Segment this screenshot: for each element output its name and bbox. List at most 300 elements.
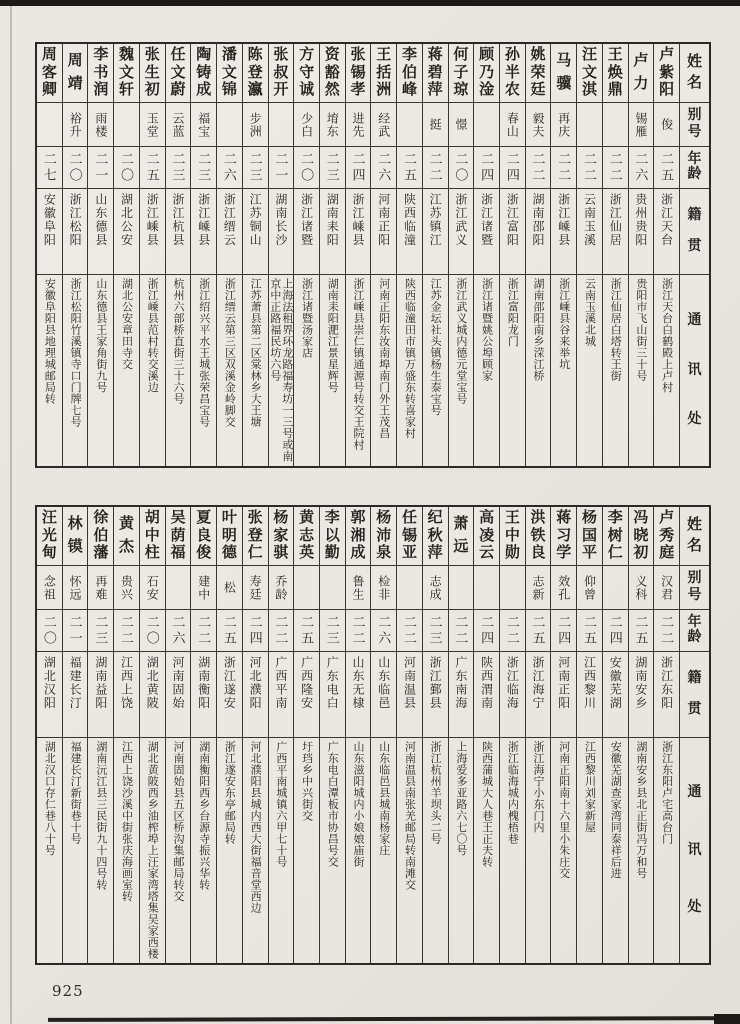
name-cell <box>449 44 474 102</box>
address-cell <box>269 737 294 963</box>
address-cell <box>449 274 474 466</box>
person-column <box>62 507 88 963</box>
name-cell <box>551 507 576 565</box>
origin-cell <box>603 188 628 274</box>
origin-text: 浙江诸暨 <box>299 193 314 247</box>
address-text: 江苏金坛社头镇杨生泰宝号 <box>429 278 442 416</box>
glyph: 荣 <box>530 64 546 81</box>
person-column <box>87 44 113 466</box>
glyph: 姚 <box>530 47 546 64</box>
glyph: 秋 <box>427 527 443 544</box>
glyph: 淦 <box>479 81 495 98</box>
glyph: 顾 <box>479 47 495 64</box>
address-cell <box>294 274 319 466</box>
glyph: 晓 <box>633 527 649 544</box>
address-text: 浙江天台白鹤殿上卢村 <box>660 278 673 393</box>
glyph: 英 <box>299 544 315 561</box>
age-cell <box>551 609 576 651</box>
age-text: 二〇 <box>41 614 57 647</box>
address-cell <box>37 737 62 963</box>
age-text: 二五 <box>221 614 237 647</box>
age-text: 二二 <box>273 614 289 647</box>
alias-text: 玉堂 <box>145 111 160 138</box>
alias-cell <box>294 565 319 609</box>
glyph: 骥 <box>556 76 572 92</box>
glyph: 括 <box>376 64 392 81</box>
name-cell <box>500 507 525 565</box>
alias-cell <box>654 565 679 609</box>
address-text: 陕西临潼田市镇万盛东转喜家村 <box>403 278 416 439</box>
address-text: 安徽芜湖查家湾同泰祥后进 <box>609 741 622 879</box>
person-column <box>165 507 191 963</box>
alias-cell <box>320 565 345 609</box>
origin-cell <box>577 188 602 274</box>
alias-text: 俊 <box>659 118 674 131</box>
glyph: 萍 <box>427 544 443 561</box>
glyph: 蔚 <box>170 81 186 98</box>
name-cell <box>371 44 396 102</box>
age-cell <box>217 609 242 651</box>
address-cell <box>474 274 499 466</box>
name-cell <box>577 44 602 102</box>
glyph: 仁 <box>607 544 623 561</box>
alias-cell <box>423 102 448 146</box>
origin-text: 湖北公安 <box>119 193 134 247</box>
age-text: 二二 <box>119 614 135 647</box>
alias-cell <box>449 565 474 609</box>
glyph: 鼎 <box>607 81 623 98</box>
glyph: 云 <box>479 544 495 561</box>
name-cell <box>217 44 242 102</box>
name-cell <box>140 507 165 565</box>
age-text: 二二 <box>427 151 443 184</box>
origin-text: 陕西临潼 <box>402 193 417 247</box>
alias-text: 石安 <box>145 574 160 601</box>
glyph: 树 <box>607 527 623 544</box>
origin-text: 安徽芜湖 <box>608 656 623 710</box>
age-cell <box>191 609 216 651</box>
age-cell <box>577 609 602 651</box>
address-cell <box>217 737 242 963</box>
address-cell <box>217 274 242 466</box>
person-column <box>87 507 113 963</box>
age-text: 二三 <box>247 151 263 184</box>
glyph: 沛 <box>376 527 392 544</box>
origin-cell <box>140 651 165 737</box>
glyph: 杰 <box>119 539 135 555</box>
address-text: 浙江绍兴平水王城张荣昌宝号 <box>197 278 210 428</box>
glyph: 文 <box>221 64 237 81</box>
glyph: 王 <box>607 47 623 64</box>
address-text: 河南固始县五区桥沟集邮局转交 <box>171 741 184 902</box>
glyph: 卢 <box>659 510 675 527</box>
origin-text: 云南玉溪 <box>582 193 597 247</box>
glyph: 陶 <box>196 47 212 64</box>
glyph: 籍 <box>687 671 702 687</box>
address-text: 浙江富阳龙门 <box>506 278 519 347</box>
address-text: 安徽阜阳县地理城邮局转 <box>43 278 56 405</box>
address-cell <box>114 274 139 466</box>
glyph: 洪 <box>530 510 546 527</box>
address-text: 江苏萧县第二区棠林乡大王塘 <box>249 278 262 428</box>
glyph: 良 <box>530 544 546 561</box>
scan-bottom-edge <box>48 1016 740 1022</box>
glyph: 生 <box>144 64 160 81</box>
age-cell <box>526 146 551 188</box>
alias-cell <box>294 102 319 146</box>
age-text: 二二 <box>556 151 572 184</box>
origin-cell <box>629 651 654 737</box>
age-cell <box>346 146 371 188</box>
age-text: 二五 <box>633 614 649 647</box>
origin-cell <box>269 188 294 274</box>
age-text: 二一 <box>67 614 83 647</box>
origin-text: 浙江杭县 <box>170 193 185 247</box>
alias-cell <box>63 565 88 609</box>
name-cell <box>191 507 216 565</box>
glyph: 张 <box>350 47 366 64</box>
age-text: 二五 <box>299 614 315 647</box>
alias-cell <box>397 565 422 609</box>
person-column <box>62 44 88 466</box>
directory-table-top <box>35 42 711 468</box>
address-cell <box>629 274 654 466</box>
address-text: 浙江东阳卢宅高台门 <box>660 741 673 845</box>
origin-cell <box>474 188 499 274</box>
age-cell <box>269 609 294 651</box>
age-text: 二二 <box>350 614 366 647</box>
age-cell <box>474 146 499 188</box>
age-cell <box>654 146 679 188</box>
alias-cell <box>346 565 371 609</box>
age-text: 二四 <box>556 614 572 647</box>
glyph: 荫 <box>170 527 186 544</box>
person-column <box>345 507 371 963</box>
person-column <box>550 44 576 466</box>
header-alias-label <box>680 565 709 609</box>
origin-text: 陕西渭南 <box>479 656 494 710</box>
person-column <box>113 507 139 963</box>
glyph: 然 <box>324 81 340 98</box>
header-column <box>679 44 709 466</box>
alias-cell <box>474 102 499 146</box>
alias-cell <box>166 565 191 609</box>
name-cell <box>269 44 294 102</box>
glyph: 淇 <box>581 81 597 98</box>
address-text: 浙江武义城内德元堂宝号 <box>454 278 467 405</box>
alias-text: 建中 <box>196 574 211 601</box>
person-column <box>242 507 268 963</box>
alias-text: 贵兴 <box>119 574 134 601</box>
age-cell <box>449 146 474 188</box>
name-cell <box>423 507 448 565</box>
glyph: 平 <box>581 544 597 561</box>
age-text: 二六 <box>170 614 186 647</box>
age-text: 二五 <box>530 614 546 647</box>
address-text: 浙江杭州羊坝头二号 <box>429 741 442 845</box>
scan-corner-mark <box>714 1014 740 1024</box>
glyph: 夏 <box>196 510 212 527</box>
age-text: 二〇 <box>453 151 469 184</box>
origin-text: 浙江嵊县 <box>196 193 211 247</box>
age-text: 二六 <box>376 151 392 184</box>
glyph: 琼 <box>453 81 469 98</box>
address-text: 河北濮阳县城内西大街福音堂西边 <box>249 741 262 914</box>
alias-cell <box>371 102 396 146</box>
name-cell <box>243 44 268 102</box>
age-cell <box>371 609 396 651</box>
person-column <box>37 507 62 963</box>
origin-cell <box>63 651 88 737</box>
glyph: 龄 <box>687 167 702 183</box>
alias-cell <box>346 102 371 146</box>
age-text: 二二 <box>607 151 623 184</box>
address-cell <box>371 737 396 963</box>
name-cell <box>294 44 319 102</box>
header-name-label <box>680 44 709 102</box>
alias-cell <box>371 565 396 609</box>
glyph: 杨 <box>581 510 597 527</box>
alias-cell <box>114 102 139 146</box>
person-column <box>216 507 242 963</box>
person-column <box>319 44 345 466</box>
person-column <box>602 507 628 963</box>
glyph: 润 <box>93 81 109 98</box>
glyph: 资 <box>324 47 340 64</box>
name-cell <box>526 507 551 565</box>
glyph: 亚 <box>401 544 417 561</box>
age-text: 二三 <box>324 151 340 184</box>
glyph: 高 <box>479 510 495 527</box>
glyph: 通 <box>687 784 702 800</box>
name-cell <box>166 507 191 565</box>
address-text: 上海爱多亚路六七〇号 <box>454 741 467 856</box>
glyph: 姓 <box>686 516 702 533</box>
address-cell <box>526 274 551 466</box>
name-cell <box>63 507 88 565</box>
glyph: 讯 <box>687 362 702 378</box>
glyph: 蒋 <box>427 47 443 64</box>
age-cell <box>397 146 422 188</box>
address-cell <box>88 274 113 466</box>
person-column <box>139 507 165 963</box>
person-column <box>422 507 448 963</box>
alias-text: 经武 <box>376 111 391 138</box>
address-cell <box>63 737 88 963</box>
glyph: 国 <box>581 527 597 544</box>
glyph: 文 <box>119 64 135 81</box>
address-cell <box>346 274 371 466</box>
name-cell <box>320 44 345 102</box>
origin-cell <box>166 651 191 737</box>
glyph: 周 <box>41 47 57 64</box>
person-column <box>448 44 474 466</box>
origin-cell <box>63 188 88 274</box>
address-cell <box>629 737 654 963</box>
age-cell <box>294 609 319 651</box>
name-cell <box>629 507 654 565</box>
name-cell <box>654 44 679 102</box>
age-text: 二四 <box>504 151 520 184</box>
age-text: 二二 <box>504 614 520 647</box>
glyph: 远 <box>453 539 469 555</box>
address-text: 湖南衡阳西乡台源寺振兴华转 <box>197 741 210 891</box>
person-column <box>448 507 474 963</box>
glyph: 乃 <box>479 64 495 81</box>
person-column <box>165 44 191 466</box>
address-cell <box>577 737 602 963</box>
age-cell <box>140 609 165 651</box>
address-text: 广东电白潭板市协昌号交 <box>326 741 339 868</box>
address-cell <box>654 737 679 963</box>
glyph: 廷 <box>530 81 546 98</box>
origin-text: 湖北黄陂 <box>145 656 160 710</box>
alias-cell <box>166 102 191 146</box>
origin-cell <box>397 188 422 274</box>
alias-cell <box>114 565 139 609</box>
person-column <box>473 44 499 466</box>
person-column <box>499 507 525 963</box>
age-text: 二二 <box>530 151 546 184</box>
glyph: 明 <box>221 527 237 544</box>
origin-text: 山东临邑 <box>376 656 391 710</box>
address-cell <box>320 274 345 466</box>
glyph: 孝 <box>350 81 366 98</box>
alias-cell <box>269 565 294 609</box>
alias-text: 憬 <box>453 118 468 131</box>
alias-cell <box>474 565 499 609</box>
origin-cell <box>654 651 679 737</box>
name-cell <box>37 507 62 565</box>
alias-cell <box>603 565 628 609</box>
age-cell <box>629 146 654 188</box>
name-cell <box>269 507 294 565</box>
age-text: 二二 <box>453 614 469 647</box>
address-cell <box>500 737 525 963</box>
glyph: 阳 <box>659 81 675 98</box>
address-text: 浙江缙云第三区双溪金岭脚交 <box>223 278 236 428</box>
person-column <box>653 44 679 466</box>
origin-text: 浙江天台 <box>659 193 674 247</box>
age-text: 二〇 <box>119 151 135 184</box>
age-cell <box>88 146 113 188</box>
origin-text: 江苏镇江 <box>428 193 443 247</box>
origin-cell <box>37 651 62 737</box>
origin-cell <box>294 651 319 737</box>
alias-cell <box>526 102 551 146</box>
address-cell <box>526 737 551 963</box>
glyph: 蒋 <box>556 510 572 527</box>
origin-cell <box>371 188 396 274</box>
age-cell <box>243 146 268 188</box>
origin-cell <box>191 188 216 274</box>
age-text: 二三 <box>324 614 340 647</box>
age-cell <box>577 146 602 188</box>
glyph: 守 <box>299 64 315 81</box>
glyph: 诚 <box>299 81 315 98</box>
origin-text: 浙江遂安 <box>222 656 237 710</box>
address-text: 湖北公安章田寺交 <box>120 278 133 370</box>
glyph: 俊 <box>196 544 212 561</box>
origin-text: 浙江武义 <box>453 193 468 247</box>
age-text: 二一 <box>273 151 289 184</box>
age-cell <box>114 609 139 651</box>
header-origin-label <box>680 651 709 737</box>
origin-cell <box>474 651 499 737</box>
age-cell <box>629 609 654 651</box>
person-column <box>628 44 654 466</box>
age-cell <box>269 146 294 188</box>
name-cell <box>629 44 654 102</box>
person-column <box>190 44 216 466</box>
alias-cell <box>449 102 474 146</box>
alias-text: 春山 <box>505 111 520 138</box>
origin-text: 河南正阳 <box>556 656 571 710</box>
origin-cell <box>526 651 551 737</box>
address-text: 贵阳市飞山街三十号 <box>634 278 647 382</box>
scan-top-edge <box>0 0 740 6</box>
glyph: 秀 <box>659 527 675 544</box>
person-column <box>396 44 422 466</box>
origin-cell <box>217 651 242 737</box>
glyph: 王 <box>504 510 520 527</box>
glyph: 泉 <box>376 544 392 561</box>
alias-text: 念祖 <box>42 574 57 601</box>
alias-text: 锡雁 <box>633 111 648 138</box>
glyph: 杨 <box>376 510 392 527</box>
age-cell <box>63 609 88 651</box>
address-cell <box>191 737 216 963</box>
glyph: 何 <box>453 47 469 64</box>
alias-text: 松 <box>222 581 237 594</box>
origin-text: 江苏铜山 <box>248 193 263 247</box>
scan-gutter-shadow <box>10 6 12 1024</box>
glyph: 初 <box>633 544 649 561</box>
name-cell <box>140 44 165 102</box>
origin-text: 湖南耒阳 <box>325 193 340 247</box>
origin-cell <box>500 188 525 274</box>
person-column <box>422 44 448 466</box>
glyph: 焕 <box>607 64 623 81</box>
age-cell <box>114 146 139 188</box>
name-cell <box>500 44 525 102</box>
glyph: 紫 <box>659 64 675 81</box>
person-column <box>576 507 602 963</box>
origin-cell <box>526 188 551 274</box>
age-text: 二三 <box>196 151 212 184</box>
glyph: 中 <box>504 527 520 544</box>
age-text: 二四 <box>247 614 263 647</box>
glyph: 书 <box>93 64 109 81</box>
address-text: 湖南邵阳南乡溁江桥 <box>532 278 545 382</box>
address-text: 江西上饶沙溪中街张庆海画室转 <box>120 741 133 902</box>
glyph: 铁 <box>530 527 546 544</box>
origin-cell <box>88 651 113 737</box>
glyph: 处 <box>687 900 702 916</box>
name-cell <box>243 507 268 565</box>
origin-text: 湖南邵阳 <box>531 193 546 247</box>
address-cell <box>166 274 191 466</box>
glyph: 纪 <box>427 510 443 527</box>
age-cell <box>191 146 216 188</box>
address-text: 浙江诸暨汤家店 <box>300 278 313 359</box>
address-cell <box>63 274 88 466</box>
address-cell <box>603 737 628 963</box>
age-cell <box>320 146 345 188</box>
age-text: 二五 <box>144 151 160 184</box>
age-cell <box>603 146 628 188</box>
glyph: 李 <box>93 47 109 64</box>
